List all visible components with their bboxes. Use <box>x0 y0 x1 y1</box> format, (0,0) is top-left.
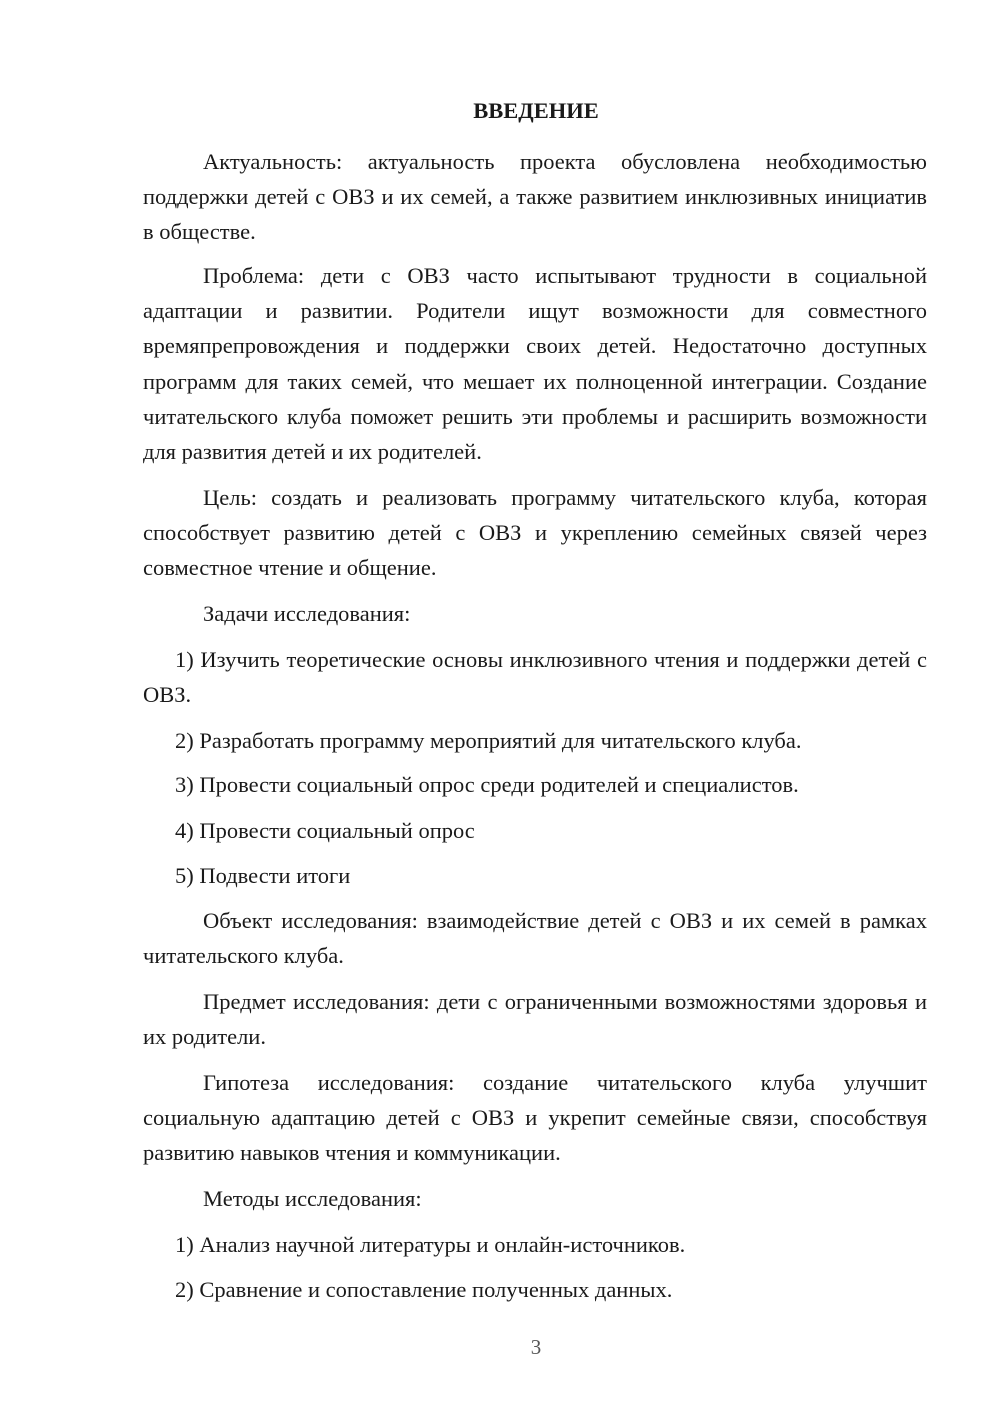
task-item: 3) Провести социальный опрос среди родителей и специалистов. <box>175 772 799 797</box>
page-title: ВВЕДЕНИЕ <box>473 98 599 123</box>
page-number: 3 <box>530 1335 542 1359</box>
tasks-heading: Задачи исследования: <box>203 601 411 626</box>
object-paragraph: Объект исследования: взаимодействие детей с ОВЗ и их семей в рамках читательского клуба. <box>143 908 927 969</box>
task-item: 2) Разработать программу мероприятий для читательского клуба. <box>175 728 802 753</box>
methods-heading: Методы исследования: <box>203 1186 422 1211</box>
hypothesis-paragraph: Гипотеза исследования: создание читательского клуба улучшит социальную адаптацию детей с ОВЗ и укрепит семейные связи, способствуя развитию навыков чтения и коммуникации. <box>143 1070 927 1166</box>
problem-paragraph: Проблема: дети с ОВЗ часто испытывают трудности в социальной адаптации и развитии. Родители ищут возможности для совместного времяпрепровождения и поддержки своих детей. Недостаточно доступных программ для таких семей, что мешает их полноценной интеграции. Создание читательского клуба поможет решить эти проблемы и расширить возможности для развития детей и их родителей. <box>143 263 927 465</box>
task-item: 1) Изучить теоретические основы инклюзивного чтения и поддержки детей с ОВЗ. <box>143 647 927 708</box>
task-item: 4) Провести социальный опрос <box>175 818 475 843</box>
task-item: 5) Подвести итоги <box>175 863 351 888</box>
method-item: 1) Анализ научной литературы и онлайн-источников. <box>175 1232 686 1257</box>
goal-paragraph: Цель: создать и реализовать программу читательского клуба, которая способствует развитию детей с ОВЗ и укреплению семейных связей через совместное чтение и общение. <box>143 485 927 581</box>
method-item: 2) Сравнение и сопоставление полученных данных. <box>175 1277 673 1302</box>
relevance-paragraph: Актуальность: актуальность проекта обусловлена необходимостью поддержки детей с ОВЗ и их семей, а также развитием инклюзивных инициатив в обществе. <box>143 149 927 245</box>
subject-paragraph: Предмет исследования: дети с ограниченными возможностями здоровья и их родители. <box>143 989 927 1050</box>
